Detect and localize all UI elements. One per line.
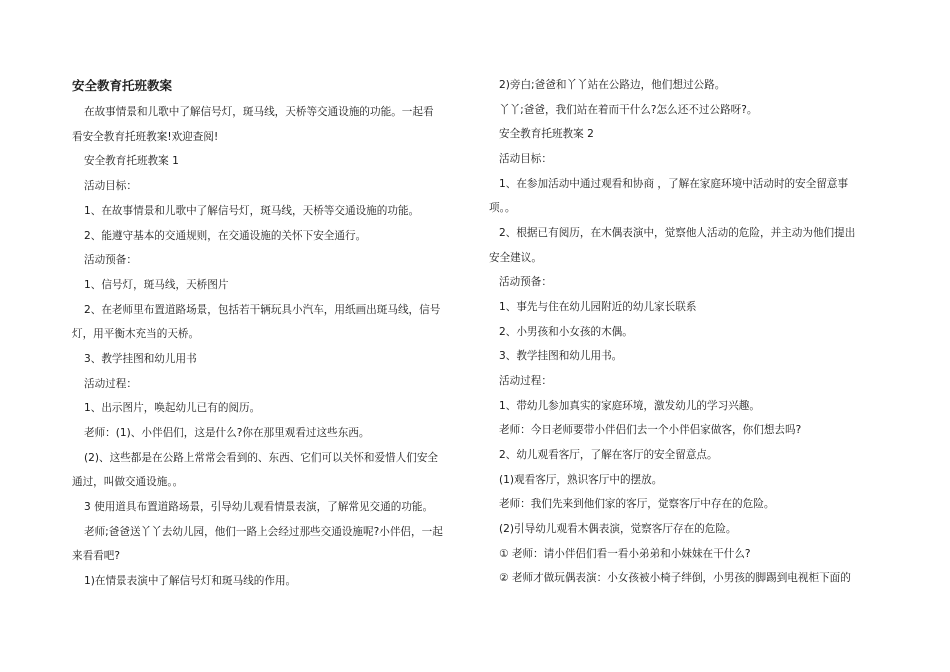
paragraph-line: 来看看吧? — [72, 550, 120, 562]
section-heading: 安全教育托班教案 2 — [499, 128, 594, 140]
paragraph-line: 灯，用平衡木充当的天桥。 — [72, 328, 200, 340]
paragraph-line: 活动预备： — [499, 276, 552, 288]
paragraph-line: 老师：(1)、小伴侣们，这是什么?你在那里观看过这些东西。 — [84, 427, 370, 439]
paragraph-line: 在故事情景和儿歌中了解信号灯，斑马线，天桥等交通设施的功能。一起看 — [84, 106, 434, 118]
paragraph-line: 活动过程： — [84, 378, 137, 390]
paragraph-line: 安全建议。 — [489, 252, 542, 264]
paragraph-line: 2)旁白;爸爸和丫丫站在公路边，他们想过公路。 — [499, 79, 726, 91]
paragraph-line: ② 老师才做玩偶表演：小女孩被小椅子绊倒，小男孩的脚踢到电视柜下面的 — [499, 572, 851, 584]
paragraph-line: (2)、这些都是在公路上常常会看到的、东西、它们可以关怀和爱惜人们安全 — [84, 452, 439, 464]
paragraph-line: 丫丫;爸爸，我们站在着而干什么?怎么还不过公路呀?。 — [499, 104, 758, 116]
paragraph-line: 通过，叫做交通设施。。 — [72, 476, 184, 488]
paragraph-line: 看安全教育托班教案!欢迎查阅! — [72, 131, 219, 143]
paragraph-line: 1、在参加活动中通过观看和协商 ，了解在家庭环境中活动时的安全留意事 — [499, 178, 849, 190]
paragraph-line: 2、根据已有阅历，在木偶表演中，觉察他人活动的危险，并主动为他们提出 — [499, 227, 856, 239]
paragraph-line: (2)引导幼儿观看木偶表演，觉察客厅存在的危险。 — [499, 523, 737, 535]
paragraph-line: 2、在老师里布置道路场景，包括若干辆玩具小汽车，用纸画出斑马线，信号 — [84, 304, 441, 316]
paragraph-line: 项。。 — [489, 202, 516, 214]
paragraph-line: 1、信号灯，斑马线，天桥图片 — [84, 279, 229, 291]
paragraph-line: 活动目标： — [499, 153, 552, 165]
document-title: 安全教育托班教案 — [72, 78, 173, 93]
paragraph-line: 1、事先与住在幼儿园附近的幼儿家长联系 — [499, 301, 697, 313]
paragraph-line: 1、出示图片，唤起幼儿已有的阅历。 — [84, 402, 261, 414]
paragraph-line: 1)在情景表演中了解信号灯和斑马线的作用。 — [84, 575, 297, 587]
paragraph-line: 老师：今日老师要带小伴侣们去一个小伴侣家做客，你们想去吗? — [499, 424, 802, 436]
paragraph-line: 1、带幼儿参加真实的家庭环境，激发幼儿的学习兴趣。 — [499, 400, 760, 412]
section-heading: 安全教育托班教案 1 — [84, 155, 179, 167]
paragraph-line: 2、幼儿观看客厅，了解在客厅的安全留意点。 — [499, 449, 718, 461]
paragraph-line: 老师：我们先来到他们家的客厅，觉察客厅中存在的危险。 — [499, 498, 775, 510]
paragraph-line: 2、能遵守基本的交通规则，在交通设施的关怀下安全通行。 — [84, 230, 367, 242]
paragraph-line: 3、教学挂图和幼儿用书 — [84, 353, 197, 365]
paragraph-line: ① 老师：请小伴侣们看一看小弟弟和小妹妹在干什么? — [499, 548, 751, 560]
paragraph-line: 2、小男孩和小女孩的木偶。 — [499, 326, 633, 338]
paragraph-line: 老师;爸爸送丫丫去幼儿园，他们一路上会经过那些交通设施呢?小伴侣，一起 — [84, 526, 443, 538]
paragraph-line: 活动过程： — [499, 375, 552, 387]
paragraph-line: 1、在故事情景和儿歌中了解信号灯，斑马线，天桥等交通设施的功能。 — [84, 205, 420, 217]
paragraph-line: 活动目标： — [84, 180, 137, 192]
paragraph-line: 活动预备： — [84, 254, 137, 266]
paragraph-line: 3 使用道具布置道路场景，引导幼儿观看情景表演，了解常见交通的功能。 — [84, 501, 434, 513]
paragraph-line: 3、教学挂图和幼儿用书。 — [499, 350, 623, 362]
paragraph-line: (1)观看客厅，熟识客厅中的摆放。 — [499, 474, 663, 486]
